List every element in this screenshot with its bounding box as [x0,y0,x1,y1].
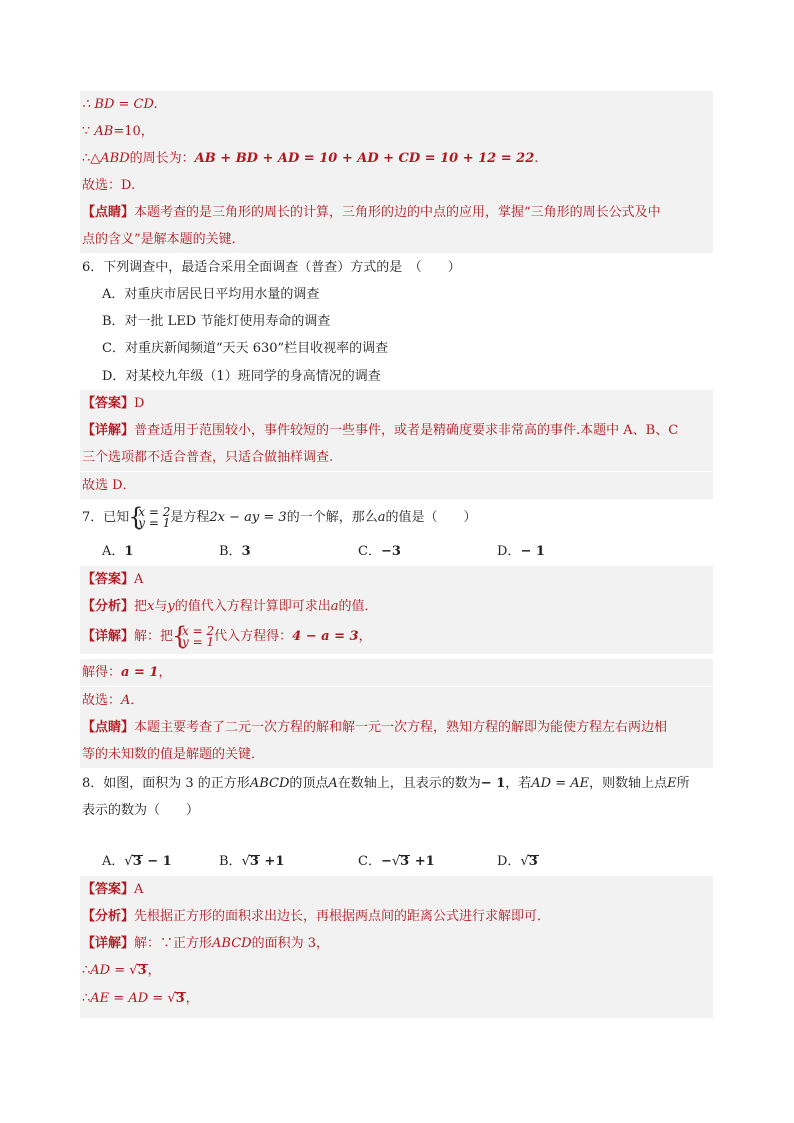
option-d [497,848,539,875]
text: 的周长为： [129,151,195,166]
text: 的面积为 3， [251,936,329,951]
text: 的顶点 [289,776,329,791]
question-8-stem-1 [80,770,713,797]
question-6-option-c [80,335,713,362]
analysis-tag: 【分析】 [82,599,135,614]
comment-line-1 [80,199,713,226]
text: 三个选项都不适合普查，只适合做抽样调查. [82,450,334,465]
detail-tag: 【详解】 [82,423,135,438]
text: ∴ [82,963,91,978]
equation-line: y = 1 [138,515,171,530]
question-8-detail [80,930,713,957]
text: 解得： [82,665,122,680]
text: 本题主要考查了二元一次方程的解和解一元一次方程，熟知方程的解即为能使方程左右两边相 [134,720,668,735]
option-d [497,538,545,565]
math: E [667,776,677,791]
comment-tag: 【点睛】 [82,205,135,220]
option-value: −3 [380,544,401,559]
comment-tag: 【点睛】 [82,720,135,735]
text: 解：把 [134,629,174,644]
sqrt-radicand: 3 [528,854,538,869]
question-6-answer [80,390,713,417]
sqrt-symbol: √3 [167,991,185,1006]
option-value: +1 [410,854,435,869]
text: ， [147,963,161,978]
math: ABCD [249,776,290,791]
math-equation: AD = AE [531,776,590,791]
math: a [377,510,386,525]
option-b [219,848,284,875]
text: ，则数轴上点 [589,776,668,791]
question-6-detail-2 [80,444,713,471]
question-7-options [80,538,713,565]
option-b [219,538,251,565]
equation-line: y = 1 [182,634,215,649]
math-expression: AB + BD + AD = 10 + AD + CD = 10 + 12 = 22 [194,151,535,166]
text: 6．下列调查中，最适合采用全面调查（普查）方式的是 （ ） [82,260,461,275]
analysis-tag: 【分析】 [82,909,135,924]
detail-text [134,623,372,649]
question-8-stem-2 [80,797,713,824]
option-value: − 1 [142,854,172,869]
text: ∴△ [82,151,101,166]
text: 的值代入方程计算即可求出 [174,599,331,614]
text: 代入方程得： [214,629,293,644]
solution-line-bd-cd [80,91,713,118]
text: ∵ [82,124,95,139]
detail-tag: 【详解】 [82,936,135,951]
text: . [534,151,539,166]
answer-value: A [134,572,144,587]
option-label: D． [497,854,521,869]
math: AD [128,991,149,1006]
question-7-note-2 [80,741,713,768]
text: 把 [134,599,148,614]
text: ∴ [82,991,91,1006]
question-6-detail-1 [80,417,713,444]
question-7-solve [80,659,713,686]
detail-text [134,936,329,951]
text: 先根据正方形的面积求出边长，再根据两点间的距离公式进行求解即可． [134,909,551,924]
question-7-choose [80,687,713,714]
text: 解：∵正方形 [134,936,213,951]
text: 在数轴上，且表示的数为 [337,776,481,791]
text: 点的含义”是解本题的关键． [82,232,245,247]
text: 7．已知 [82,510,130,525]
solution-line-choose [80,172,713,199]
math: x [147,599,155,614]
text: 表示的数为（ ） [82,803,200,818]
option-label: A． [102,544,125,559]
text: = [109,991,129,1006]
text: =10， [113,124,154,139]
question-7-analysis [80,593,713,620]
option-text: A．对重庆市居民日平均用水量的调查 [102,287,320,302]
option-text: D．对某校九年级（1）班同学的身高情况的调查 [102,369,381,384]
question-7-stem [80,503,713,533]
question-8-step-1 [80,957,713,984]
sqrt-radicand: 3 [132,854,142,869]
text: ， [358,629,372,644]
text: 故选 D． [82,478,136,493]
math: A [121,693,131,708]
sqrt-symbol: √3 [391,854,410,869]
equation-line: { x = 2 [182,623,215,638]
option-c [358,848,435,875]
option-label: D． [497,544,521,559]
option-prefix: − [380,854,392,869]
text: 所 [676,776,690,791]
option-label: B． [219,854,242,869]
text: ，若 [505,776,532,791]
option-label: B． [219,544,242,559]
text: 故选：D. [82,178,136,193]
equation-line: { x = 2 [138,504,171,519]
option-text: C．对重庆新闻频道“天天 630”栏目收视率的调查 [102,341,389,356]
math-expression: 4 − a = 3 [292,629,359,644]
text: ∴ BD = CD. [82,97,158,112]
detail-tag: 【详解】 [82,629,135,644]
math: − 1 [480,776,506,791]
sqrt-radicand: 3 [175,991,185,1006]
sqrt-radicand: 3 [400,854,410,869]
text: 普查适用于范围较小，事件较短的一些事件，或者是精确度要求非常高的事件.本题中 A、B、C [134,423,679,438]
solution-line-ab [80,118,713,145]
text: 与 [154,599,168,614]
option-value: 3 [241,544,251,559]
equation-system [173,623,215,649]
sqrt-radicand: 3 [249,854,259,869]
text: ， [185,991,199,1006]
math: A [328,776,338,791]
option-label: A． [102,854,125,869]
question-8-step-2 [80,984,713,1018]
math-expression: a = 1 [121,665,159,680]
text: 是方程 [170,510,210,525]
analysis-text [134,599,378,614]
option-text: B．对一批 LED 节能灯使用寿命的调查 [102,314,331,329]
sqrt-symbol: √3 [241,854,259,869]
math: y [167,599,175,614]
math: AB [94,124,114,139]
option-value: +1 [259,854,285,869]
text: 的值是（ ） [385,510,477,525]
answer-tag: 【答案】 [82,882,135,897]
math: a [330,599,339,614]
option-label: C． [358,544,381,559]
math: ABD [100,151,130,166]
sqrt-radicand: 3 [137,963,147,978]
option-label: C． [358,854,381,869]
question-6-option-d [80,363,713,390]
sqrt-symbol: √3 [129,963,147,978]
math-equation: 2x − ay = 3 [209,510,287,525]
text: 故选： [82,693,122,708]
text: 等的未知数的值是解题的关键． [82,747,265,762]
option-value: − 1 [520,544,545,559]
answer-value: A [134,882,144,897]
sqrt-symbol: √3 [124,854,142,869]
answer-tag: 【答案】 [82,572,135,587]
text: 的值． [338,599,378,614]
text: = [110,963,130,978]
answer-tag: 【答案】 [82,396,135,411]
question-6-choose [80,472,713,499]
answer-value: D [134,396,145,411]
question-7-detail [80,620,713,654]
option-a [102,538,133,565]
text: 本题考查的是三角形的周长的计算，三角形的边的中点的应用，掌握“三角形的周长公式及中 [134,205,661,220]
question-8-options [80,848,713,875]
question-6-option-b [80,308,713,335]
equation-system [129,504,171,530]
question-8-answer [80,876,713,903]
math: AE [90,991,110,1006]
option-a [102,848,172,875]
math: ABCD [212,936,252,951]
option-value: 1 [124,544,134,559]
solution-line-perimeter [80,145,713,172]
sqrt-symbol: √3 [520,854,538,869]
text: 的一个解，那么 [286,510,378,525]
text: = [148,991,168,1006]
question-6-option-a [80,281,713,308]
text: ， [158,665,172,680]
question-8-analysis [80,903,713,930]
math: AD [90,963,111,978]
question-6-stem [80,254,713,281]
question-7-answer [80,566,713,593]
question-7-note-1 [80,714,713,741]
text: ． [130,693,144,708]
option-c [358,538,401,565]
text: 8．如图，面积为 3 的正方形 [82,776,250,791]
comment-line-2 [80,226,713,253]
